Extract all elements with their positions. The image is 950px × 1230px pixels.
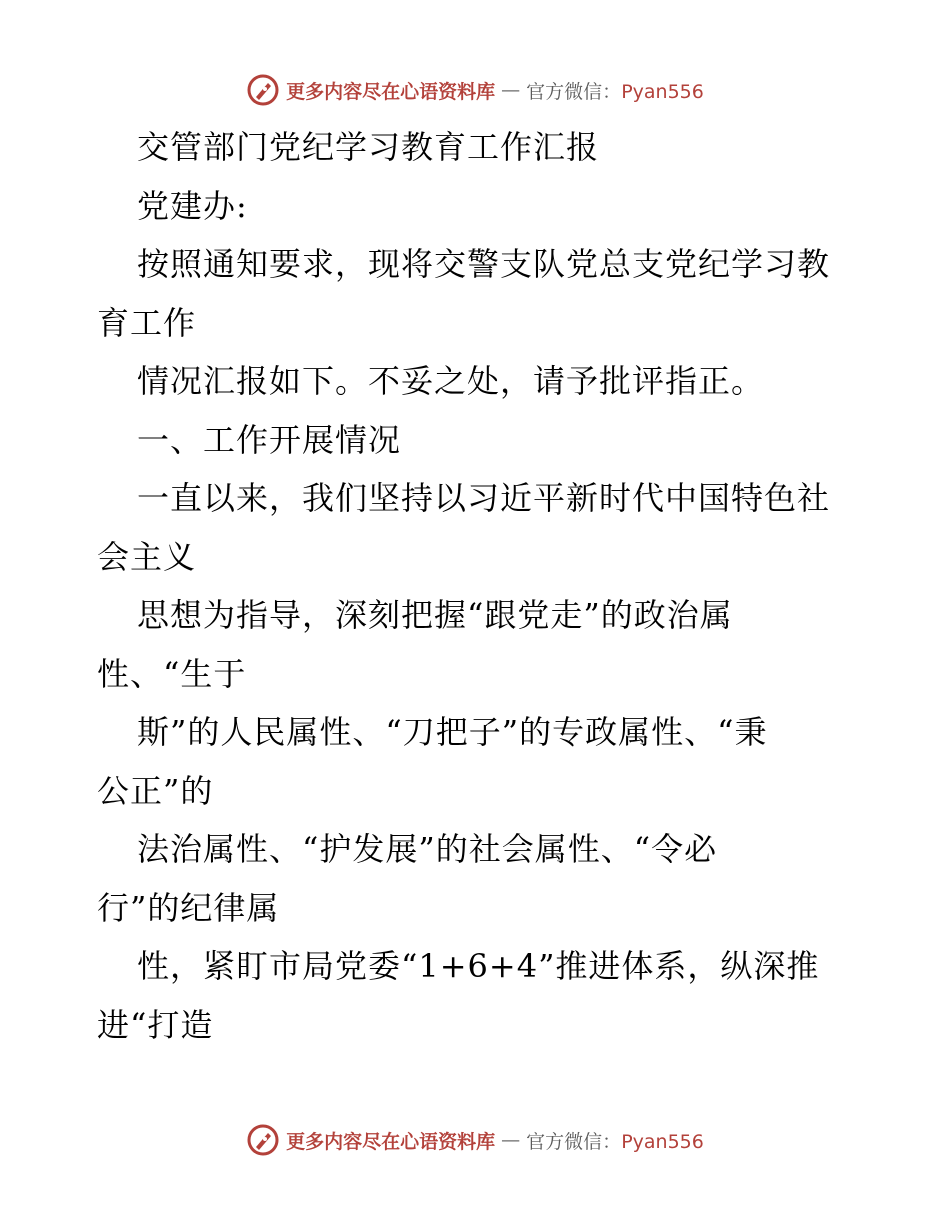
document-line: 按照通知要求，现将交警支队党总支党纪学习教 (137, 245, 831, 283)
document-line: 进“打造 (97, 1005, 214, 1044)
document-line: 情况汇报如下。不妥之处，请予批评指正。 (137, 362, 765, 400)
document-body (97, 118, 857, 1054)
document-line: 法治属性、“护发展”的社会属性、“令必 (137, 830, 718, 868)
document-line: 育工作 (97, 303, 197, 342)
document-line: 党建办: (137, 186, 248, 225)
watermark-dash: — (501, 79, 521, 101)
watermark-brand-text: 更多内容尽在心语资料库 (286, 1130, 496, 1153)
watermark-contact-label: 官方微信： (526, 1130, 622, 1153)
document-line: 一、工作开展情况 (137, 420, 402, 459)
watermark-brand-text: 更多内容尽在心语资料库 (286, 80, 496, 103)
watermark-contact (526, 77, 704, 104)
pen-nib-logo-icon (246, 73, 280, 107)
watermark-contact-id: Pyan556 (621, 80, 704, 103)
document-line: 性、“生于 (97, 654, 247, 693)
document-title: 交管部门党纪学习教育工作汇报 (137, 128, 600, 166)
header-watermark (0, 70, 950, 110)
watermark-dash: — (501, 1129, 521, 1151)
document-line: 斯”的人民属性、“刀把子”的专政属性、“秉 (137, 713, 768, 751)
watermark-contact-label: 官方微信： (526, 80, 622, 103)
document-line: 一直以来，我们坚持以习近平新时代中国特色社 (137, 479, 831, 517)
document-line: 思想为指导，深刻把握“跟党走”的政治属 (137, 596, 733, 634)
document-line: 性，紧盯市局党委“1+6+4”推进体系，纵深推 (137, 947, 820, 985)
document-line: 行”的纪律属 (97, 888, 280, 927)
watermark-contact-id: Pyan556 (621, 1130, 704, 1153)
document-line: 公正”的 (97, 771, 214, 810)
footer-watermark (0, 1120, 950, 1160)
pen-nib-logo-icon (246, 1123, 280, 1157)
document-line: 会主义 (97, 537, 197, 576)
watermark-contact (526, 1127, 704, 1154)
